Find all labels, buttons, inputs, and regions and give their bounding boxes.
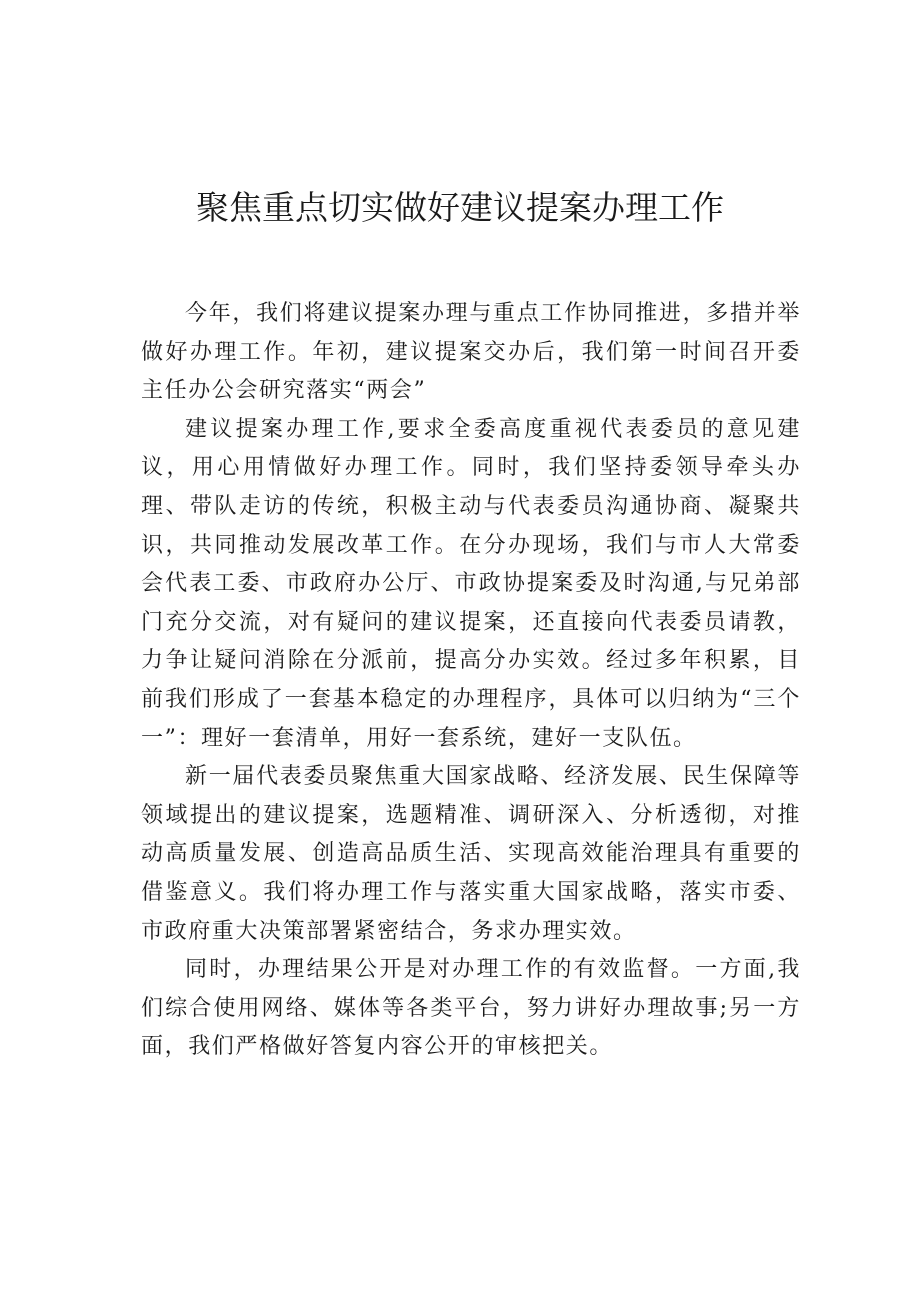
document-body	[141, 295, 801, 1067]
paragraph: 建议提案办理工作,要求全委高度重视代表委员的意见建议，用心用情做好办理工作。同时，我们坚持委领导牵头办理、带队走访的传统，积极主动与代表委员沟通协商、凝聚共识，共同推动发展改革工作。在分办现场，我们与市人大常委会代表工委、市政府办公厅、市政协提案委及时沟通,与兄弟部门充分交流，对有疑问的建议提案，还直接向代表委员请教，力争让疑问消除在分派前，提高分办实效。经过多年积累，目前我们形成了一套基本稳定的办理程序，具体可以归纳为“三个一”：理好一套清单，用好一套系统，建好一支队伍。	[141, 416, 801, 751]
paragraph: 新一届代表委员聚焦重大国家战略、经济发展、民生保障等领域提出的建议提案，选题精准、调研深入、分析透彻，对推动高质量发展、创造高品质生活、实现高效能治理具有重要的借鉴意义。我们将办理工作与落实重大国家战略，落实市委、市政府重大决策部署紧密结合，务求办理实效。	[141, 764, 801, 944]
paragraph: 同时，办理结果公开是对办理工作的有效监督。一方面,我们综合使用网络、媒体等各类平台，努力讲好办理故事;另一方面，我们严格做好答复内容公开的审核把关。	[141, 957, 801, 1060]
document-title: 聚焦重点切实做好建议提案办理工作	[196, 188, 724, 227]
paragraph: 今年，我们将建议提案办理与重点工作协同推进，多措并举做好办理工作。年初，建议提案交办后，我们第一时间召开委主任办公会研究落实“两会”	[141, 301, 801, 404]
